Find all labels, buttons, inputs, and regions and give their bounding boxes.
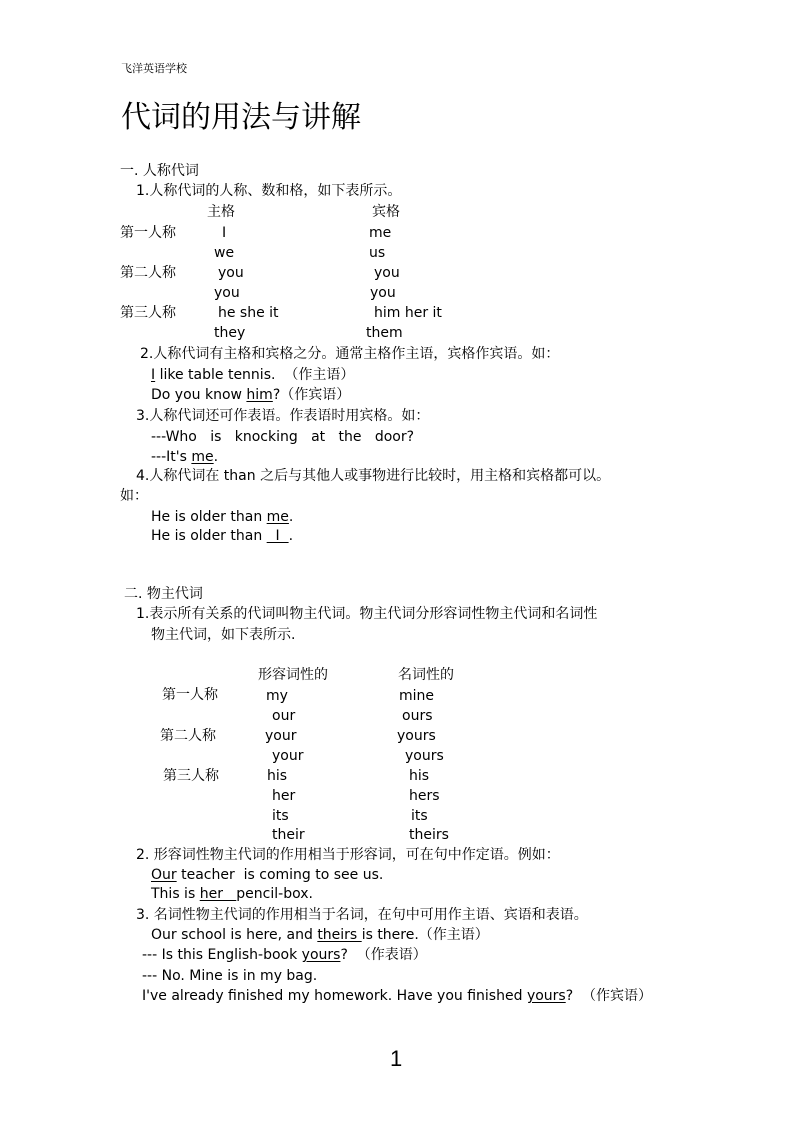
table1-col-object: 宾格 <box>372 204 400 220</box>
table1-cell-obj: us <box>369 245 386 261</box>
table1-cell-subj: he she it <box>218 305 279 321</box>
underlined-pronoun: theirs <box>317 927 362 943</box>
table1-row-label: 第三人称 <box>120 305 176 321</box>
table2-row-label: 第三人称 <box>163 768 219 784</box>
example-sentence: He is older than I . <box>151 528 294 544</box>
table2-cell-noun: his <box>409 768 430 784</box>
example-sentence: I've already finished my homework. Have you finished yours? （作宾语） <box>142 988 653 1004</box>
table1-cell-obj: him her it <box>374 305 442 321</box>
table2-cell-adj: her <box>272 788 296 804</box>
table2-cell-adj: my <box>266 688 288 704</box>
page-title: 代词的用法与讲解 <box>121 100 361 135</box>
underlined-pronoun: Our <box>151 867 177 883</box>
table1-row-label: 第二人称 <box>120 265 176 281</box>
table2-cell-noun: hers <box>409 788 440 804</box>
example-sentence: ---Who is knocking at the door? <box>151 429 415 445</box>
table1-cell-obj: you <box>374 265 400 281</box>
table2-cell-noun: mine <box>399 688 435 704</box>
underlined-pronoun: me <box>266 509 289 525</box>
table1-row-label: 第一人称 <box>120 225 176 241</box>
underlined-pronoun: me <box>191 449 214 465</box>
section2-para1-cont: 物主代词，如下表所示. <box>151 627 296 643</box>
underlined-pronoun: I <box>266 528 289 544</box>
section2-para2: 2. 形容词性物主代词的作用相当于形容词，可在句中作定语。例如： <box>136 847 560 863</box>
table2-cell-noun: theirs <box>409 827 449 843</box>
example-sentence: Our school is here, and theirs is there.（作主语） <box>151 927 489 943</box>
underlined-pronoun: him <box>246 387 273 403</box>
underlined-pronoun: yours <box>526 988 566 1004</box>
table2-cell-adj: your <box>272 748 304 764</box>
table1-cell-obj: them <box>366 325 403 341</box>
school-name: 飞洋英语学校 <box>121 62 187 75</box>
page-number: 1 <box>390 1046 403 1071</box>
table2-cell-adj: their <box>272 827 305 843</box>
table2-row-label: 第二人称 <box>160 728 216 744</box>
table1-cell-subj: you <box>218 265 244 281</box>
section1-heading: 一. 人称代词 <box>120 163 199 179</box>
table2-col-noun: 名词性的 <box>398 667 454 683</box>
underlined-pronoun: her <box>199 886 237 902</box>
underlined-pronoun: I <box>151 367 156 383</box>
section1-para2: 2.人称代词有主格和宾格之分。通常主格作主语，宾格作宾语。如： <box>140 346 560 362</box>
table1-cell-subj: we <box>214 245 235 261</box>
table2-cell-noun: yours <box>397 728 436 744</box>
section1-para1: 1.人称代词的人称、数和格，如下表所示。 <box>136 183 402 199</box>
example-sentence: He is older than me. <box>151 509 294 525</box>
table1-col-subject: 主格 <box>207 204 235 220</box>
example-sentence: Our teacher is coming to see us. <box>151 867 384 883</box>
table2-cell-noun: its <box>411 808 428 824</box>
table1-cell-obj: you <box>370 285 396 301</box>
example-sentence: --- Is this English-book yours? （作表语） <box>142 947 427 963</box>
example-sentence: Do you know him?（作宾语） <box>151 387 351 403</box>
example-sentence: I like table tennis. （作主语） <box>151 367 355 383</box>
underlined-pronoun: yours <box>301 947 341 963</box>
table1-cell-subj: they <box>214 325 246 341</box>
table2-cell-adj: your <box>265 728 297 744</box>
example-sentence: --- No. Mine is in my bag. <box>142 968 318 984</box>
table2-cell-adj: its <box>272 808 289 824</box>
example-sentence: This is her pencil-box. <box>151 886 313 902</box>
section1-para4: 4.人称代词在 than 之后与其他人或事物进行比较时，用主格和宾格都可以。 <box>136 468 611 484</box>
example-sentence: ---It's me. <box>151 449 219 465</box>
section2-para1: 1.表示所有关系的代词叫物主代词。物主代词分形容词性物主代词和名词性 <box>136 606 598 622</box>
section2-para3: 3. 名词性物主代词的作用相当于名词，在句中可用作主语、宾语和表语。 <box>136 907 588 923</box>
table1-cell-subj: I <box>222 225 227 241</box>
table2-cell-adj: his <box>267 768 288 784</box>
table2-col-adj: 形容词性的 <box>258 667 328 683</box>
section1-para4-cont: 如： <box>120 488 148 504</box>
table1-cell-obj: me <box>369 225 392 241</box>
section1-para3: 3.人称代词还可作表语。作表语时用宾格。如： <box>136 408 430 424</box>
table2-cell-noun: ours <box>402 708 433 724</box>
table2-row-label: 第一人称 <box>162 687 218 703</box>
table1-cell-subj: you <box>214 285 240 301</box>
table2-cell-noun: yours <box>405 748 444 764</box>
section2-heading: 二. 物主代词 <box>124 586 203 602</box>
table2-cell-adj: our <box>272 708 296 724</box>
